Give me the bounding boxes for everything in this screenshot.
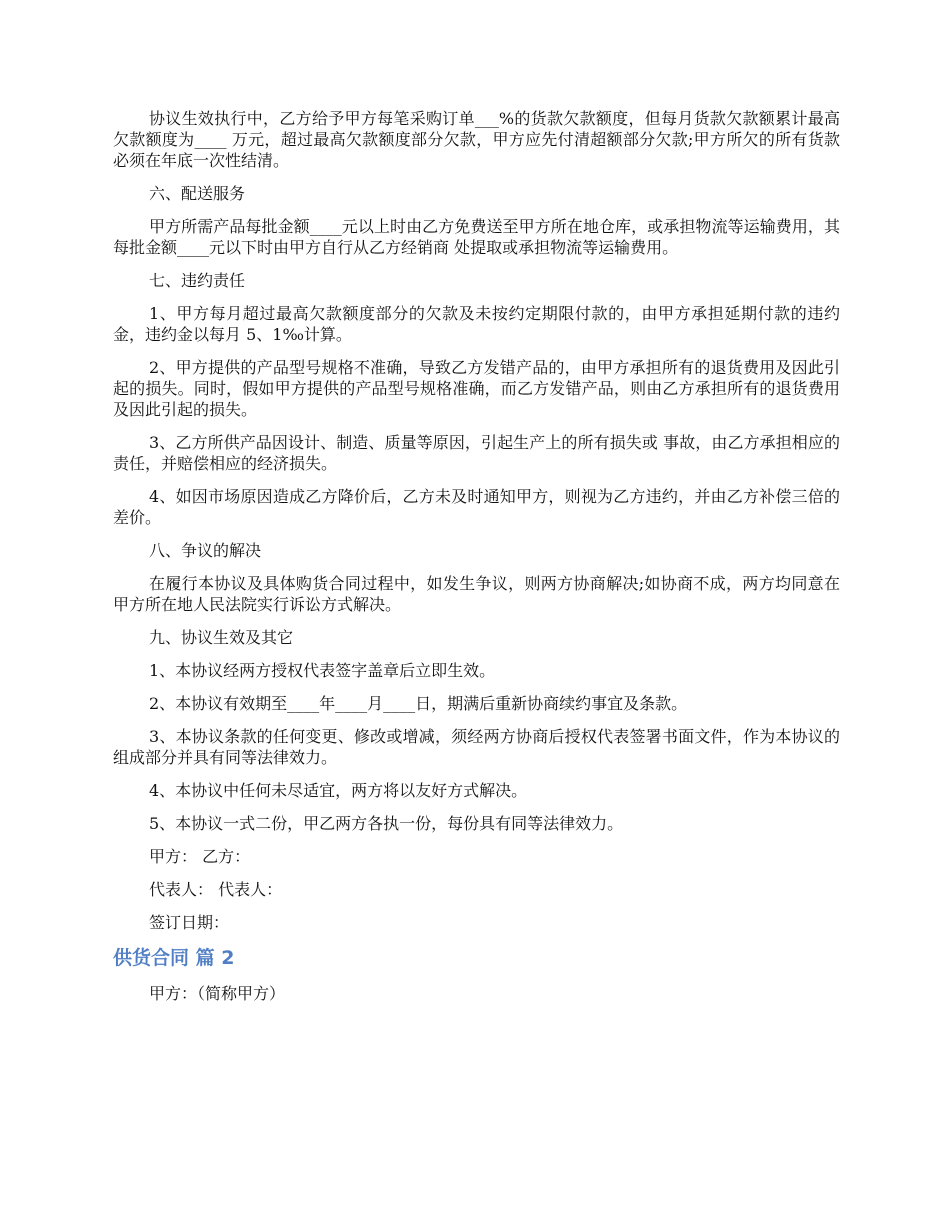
effect-clause-3: 3、本协议条款的任何变更、修改或增减，须经两方协商后授权代表签署书面文件，作为本协议的组成部分并具有同等法律效力。: [113, 727, 840, 767]
signature-date: 签订日期：: [149, 913, 230, 932]
party-a-line: 甲方：（简称甲方）: [149, 984, 286, 1003]
effect-clause-4: 4、本协议中任何未尽适宜，两方将以友好方式解决。: [149, 781, 528, 800]
delivery-paragraph: 甲方所需产品每批金额____元以上时由乙方免费送至甲方所在地仓库，或承担物流等运输费用，其每批金额____元以下时由甲方自行从乙方经销商 处提取或承担物流等运输费用。: [113, 217, 840, 257]
signature-parties: 甲方： 乙方：: [149, 847, 251, 866]
signature-representatives: 代表人： 代表人：: [149, 880, 283, 899]
breach-clause-1: 1、甲方每月超过最高欠款额度部分的欠款及未按约定期限付款的，由甲方承担延期付款的违约金，违约金以每月 5、1‰计算。: [113, 304, 840, 344]
section-title-effect: 九、协议生效及其它: [149, 628, 294, 647]
section-title-delivery: 六、配送服务: [149, 184, 246, 203]
breach-clause-2: 2、甲方提供的产品型号规格不准确，导致乙方发错产品的，由甲方承担所有的退货费用及因此引起的损失。同时，假如甲方提供的产品型号规格准确，而乙方发错产品，则由乙方承担所有的退货费用及因此引起的损失。: [113, 358, 840, 419]
breach-clause-3: 3、乙方所供产品因设计、制造、质量等原因，引起生产上的所有损失或 事故，由乙方承担相应的责任，并赔偿相应的经济损失。: [113, 433, 840, 473]
effect-clause-5: 5、本协议一式二份，甲乙两方各执一份，每份具有同等法律效力。: [149, 814, 624, 833]
payment-credit-paragraph: 协议生效执行中，乙方给予甲方每笔采购订单___%的货款欠款额度，但每月货款欠款额累计最高欠款额度为____ 万元，超过最高欠款额度部分欠款，甲方应先付清超额部分欠款;甲方所欠的所有货款必须在年底一次性结清。: [113, 109, 840, 170]
dispute-paragraph: 在履行本协议及具体购货合同过程中，如发生争议，则两方协商解决;如协商不成，两方均同意在甲方所在地人民法院实行诉讼方式解决。: [113, 574, 840, 614]
section-title-breach: 七、违约责任: [149, 271, 246, 290]
section-title-dispute: 八、争议的解决: [149, 541, 262, 560]
effect-clause-1: 1、本协议经两方授权代表签字盖章后立即生效。: [149, 661, 496, 680]
document-body: [113, 108, 840, 1016]
section-heading-contract-2: 供货合同 篇 2: [113, 947, 235, 969]
effect-clause-2: 2、本协议有效期至____年____月____日，期满后重新协商续约事宜及条款。: [149, 694, 688, 713]
breach-clause-4: 4、如因市场原因造成乙方降价后，乙方未及时通知甲方，则视为乙方违约，并由乙方补偿三倍的差价。: [113, 487, 840, 527]
